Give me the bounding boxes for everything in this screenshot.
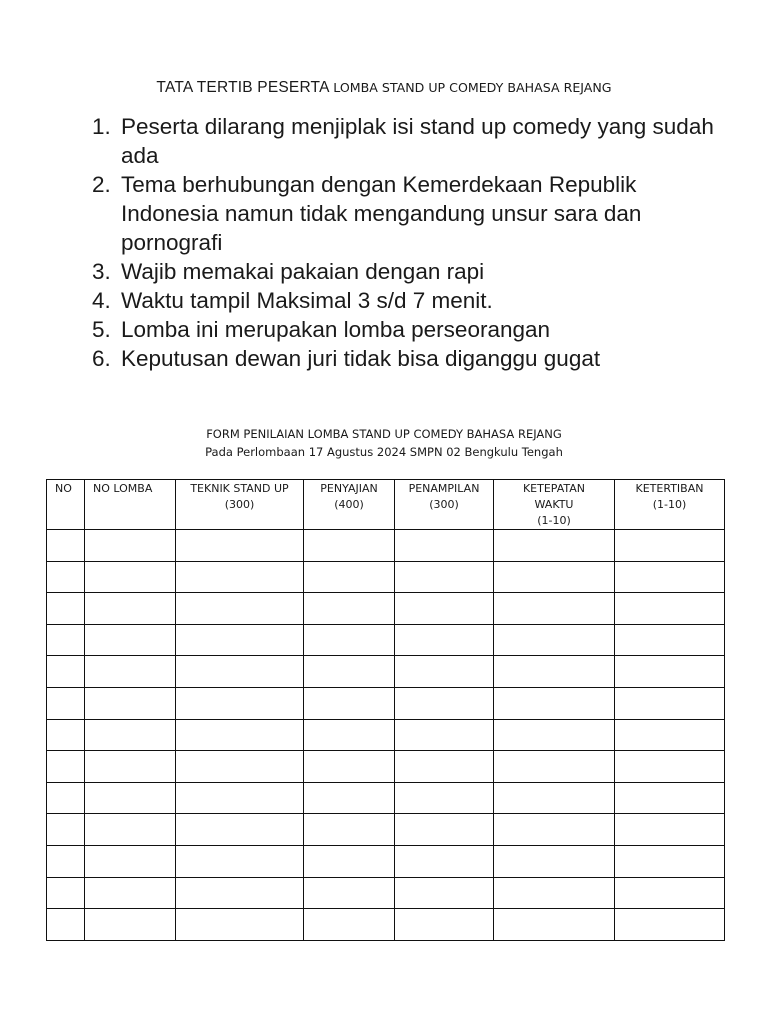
table-cell[interactable]: [47, 687, 85, 719]
table-cell[interactable]: [176, 877, 304, 909]
table-cell[interactable]: [615, 782, 725, 814]
table-cell[interactable]: [494, 782, 615, 814]
column-header-ketertiban: KETERTIBAN (1-10): [615, 480, 725, 530]
table-cell[interactable]: [47, 561, 85, 593]
table-cell[interactable]: [494, 909, 615, 941]
table-cell[interactable]: [615, 845, 725, 877]
rules-title: [0, 79, 768, 97]
table-cell[interactable]: [615, 624, 725, 656]
table-row: [47, 656, 725, 688]
rule-text: Peserta dilarang menjiplak isi stand up comedy yang sudah ada: [121, 114, 714, 168]
table-row: [47, 845, 725, 877]
table-cell[interactable]: [395, 593, 494, 625]
table-cell[interactable]: [47, 624, 85, 656]
rules-title-competition: LOMBA STAND UP COMEDY BAHASA REJANG: [333, 80, 612, 95]
table-cell[interactable]: [85, 561, 176, 593]
table-cell[interactable]: [494, 687, 615, 719]
table-row: [47, 530, 725, 562]
table-cell[interactable]: [615, 656, 725, 688]
form-subtitle: Pada Perlombaan 17 Agustus 2024 SMPN 02 Bengkulu Tengah: [205, 445, 563, 459]
table-cell[interactable]: [395, 845, 494, 877]
table-cell[interactable]: [494, 593, 615, 625]
table-cell[interactable]: [176, 561, 304, 593]
table-cell[interactable]: [176, 845, 304, 877]
table-row: [47, 719, 725, 751]
table-cell[interactable]: [304, 814, 395, 846]
table-cell[interactable]: [85, 656, 176, 688]
table-cell[interactable]: [47, 751, 85, 783]
rule-text: Waktu tampil Maksimal 3 s/d 7 menit.: [121, 288, 493, 313]
table-cell[interactable]: [494, 719, 615, 751]
table-cell[interactable]: [304, 845, 395, 877]
table-row: [47, 877, 725, 909]
table-cell[interactable]: [47, 909, 85, 941]
rules-title-prefix: TATA TERTIB PESERTA: [156, 79, 334, 96]
table-cell[interactable]: [85, 530, 176, 562]
table-cell[interactable]: [304, 909, 395, 941]
rule-text: Tema berhubungan dengan Kemerdekaan Republik Indonesia namun tidak mengandung unsur sara dan pornografi: [121, 172, 642, 255]
table-cell[interactable]: [615, 877, 725, 909]
table-cell[interactable]: [85, 624, 176, 656]
table-cell[interactable]: [615, 814, 725, 846]
table-cell[interactable]: [615, 909, 725, 941]
table-cell[interactable]: [395, 877, 494, 909]
table-cell[interactable]: [176, 782, 304, 814]
table-cell[interactable]: [494, 530, 615, 562]
rule-text: Wajib memakai pakaian dengan rapi: [121, 259, 485, 284]
table-cell[interactable]: [395, 782, 494, 814]
column-header-penampilan: PENAMPILAN (300): [395, 480, 494, 530]
column-header-teknik: TEKNIK STAND UP (300): [176, 480, 304, 530]
table-cell[interactable]: [85, 751, 176, 783]
table-cell[interactable]: [615, 751, 725, 783]
rule-item: [92, 286, 732, 315]
table-cell[interactable]: [47, 593, 85, 625]
table-cell[interactable]: [494, 561, 615, 593]
table-cell[interactable]: [494, 814, 615, 846]
table-cell[interactable]: [176, 751, 304, 783]
rule-item: [92, 112, 732, 170]
table-cell[interactable]: [47, 656, 85, 688]
rule-text: Lomba ini merupakan lomba perseorangan: [121, 317, 551, 342]
table-cell[interactable]: [176, 656, 304, 688]
table-cell[interactable]: [304, 751, 395, 783]
table-cell[interactable]: [47, 814, 85, 846]
table-cell[interactable]: [395, 687, 494, 719]
table-cell[interactable]: [304, 719, 395, 751]
rule-number: 3.: [92, 259, 111, 284]
table-cell[interactable]: [47, 719, 85, 751]
table-cell[interactable]: [47, 782, 85, 814]
table-cell[interactable]: [176, 909, 304, 941]
table-body: [47, 530, 725, 941]
table-cell[interactable]: [85, 845, 176, 877]
table-cell[interactable]: [85, 687, 176, 719]
table-row: [47, 593, 725, 625]
table-row: [47, 782, 725, 814]
table-cell[interactable]: [304, 877, 395, 909]
table-cell[interactable]: [85, 782, 176, 814]
table-cell[interactable]: [304, 687, 395, 719]
table-cell[interactable]: [85, 719, 176, 751]
table-header-row: [47, 480, 725, 530]
table-cell[interactable]: [615, 593, 725, 625]
table-cell[interactable]: [176, 814, 304, 846]
table-row: [47, 687, 725, 719]
table-cell[interactable]: [176, 687, 304, 719]
table-cell[interactable]: [85, 909, 176, 941]
table-cell[interactable]: [304, 656, 395, 688]
rule-number: 6.: [92, 346, 111, 371]
table-cell[interactable]: [395, 719, 494, 751]
table-cell[interactable]: [494, 624, 615, 656]
column-header-no-lomba: NO LOMBA: [85, 480, 176, 530]
rule-item: [92, 315, 732, 344]
table-cell[interactable]: [47, 877, 85, 909]
table-cell[interactable]: [85, 593, 176, 625]
rule-item: [92, 344, 732, 373]
table-cell[interactable]: [494, 656, 615, 688]
table-cell[interactable]: [615, 561, 725, 593]
table-cell[interactable]: [395, 909, 494, 941]
form-title: FORM PENILAIAN LOMBA STAND UP COMEDY BAHASA REJANG: [206, 427, 562, 441]
table-cell[interactable]: [47, 530, 85, 562]
rule-item: [92, 257, 732, 286]
column-header-ketepatan-waktu: KETEPATAN WAKTU (1-10): [494, 480, 615, 530]
table-cell[interactable]: [304, 624, 395, 656]
table-cell[interactable]: [85, 814, 176, 846]
rule-number: 4.: [92, 288, 111, 313]
rule-text: Keputusan dewan juri tidak bisa diganggu gugat: [121, 346, 601, 371]
column-header-no: NO: [47, 480, 85, 530]
table-row: [47, 751, 725, 783]
table-cell[interactable]: [176, 624, 304, 656]
table-cell[interactable]: [494, 751, 615, 783]
table-cell[interactable]: [615, 719, 725, 751]
table-cell[interactable]: [395, 624, 494, 656]
table-cell[interactable]: [395, 530, 494, 562]
table-cell[interactable]: [176, 593, 304, 625]
table-cell[interactable]: [85, 877, 176, 909]
table-cell[interactable]: [47, 845, 85, 877]
rule-number: 2.: [92, 172, 111, 197]
table-cell[interactable]: [304, 561, 395, 593]
rule-item: [92, 170, 732, 257]
table-row: [47, 624, 725, 656]
table-cell[interactable]: [494, 877, 615, 909]
table-cell[interactable]: [395, 656, 494, 688]
table-cell[interactable]: [615, 530, 725, 562]
table-cell[interactable]: [395, 561, 494, 593]
table-cell[interactable]: [395, 751, 494, 783]
table-cell[interactable]: [304, 593, 395, 625]
table-cell[interactable]: [304, 530, 395, 562]
rule-number: 1.: [92, 114, 111, 139]
column-header-penyajian: PENYAJIAN (400): [304, 480, 395, 530]
table-row: [47, 561, 725, 593]
table-cell[interactable]: [395, 814, 494, 846]
table-cell[interactable]: [494, 845, 615, 877]
table-cell[interactable]: [176, 719, 304, 751]
table-cell[interactable]: [176, 530, 304, 562]
scoring-table: [46, 479, 725, 941]
rule-number: 5.: [92, 317, 111, 342]
rules-list: [92, 112, 732, 373]
table-cell[interactable]: [615, 687, 725, 719]
table-row: [47, 814, 725, 846]
table-row: [47, 909, 725, 941]
table-cell[interactable]: [304, 782, 395, 814]
